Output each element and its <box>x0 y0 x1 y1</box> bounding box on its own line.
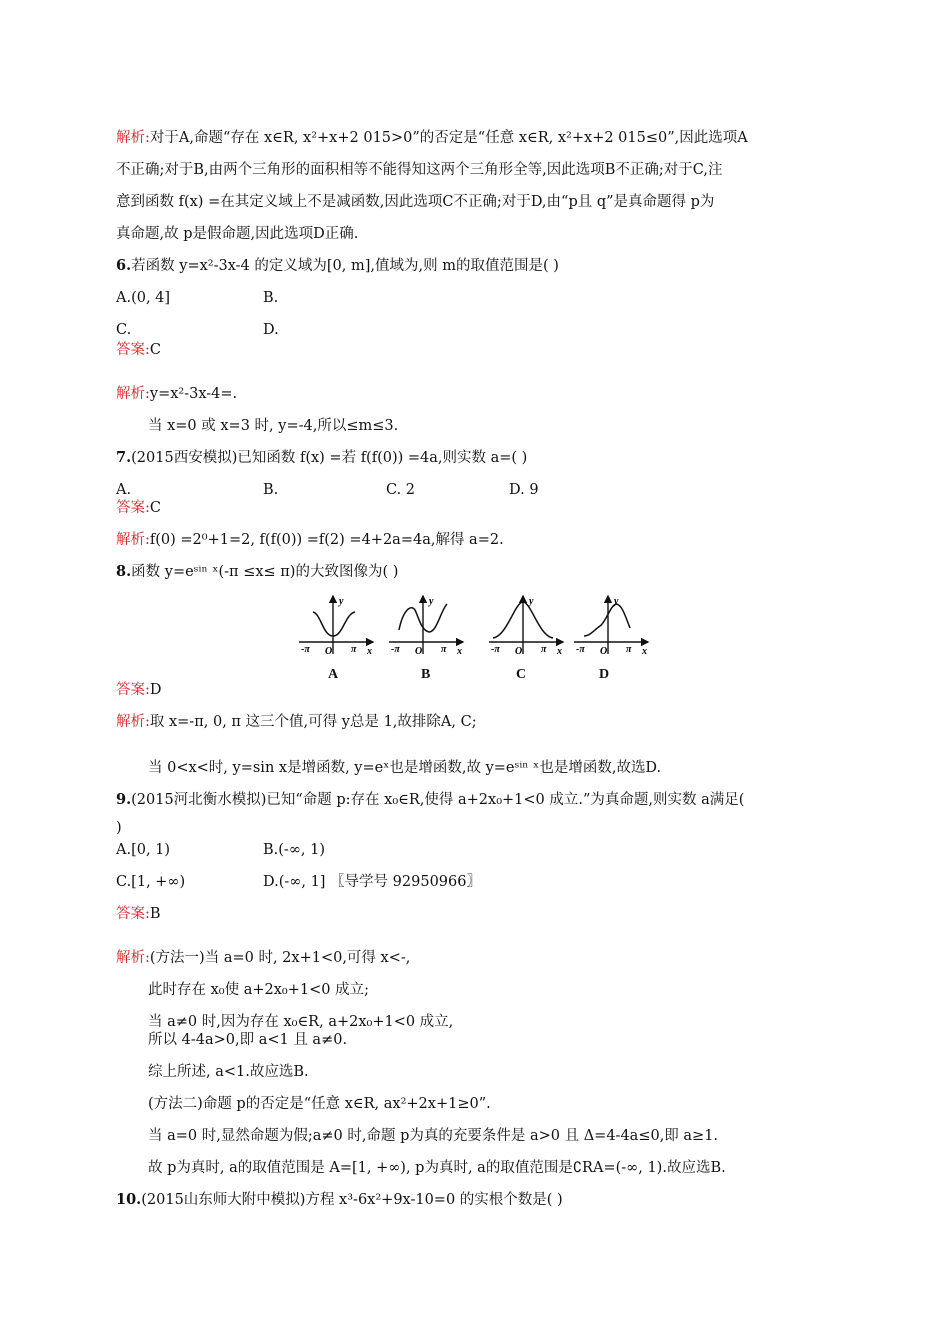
graph-d <box>574 596 648 657</box>
q7-option-a: A. <box>116 482 132 498</box>
graph-a-caption: A <box>328 667 339 682</box>
q9-option-d: D.(-∞, 1] 〖导学号 92950966〗 <box>263 874 481 890</box>
graph-a-pos-pi: π <box>351 644 357 655</box>
question-6: 6.若函数 y=x²-3x-4 的定义域为[0, m],值域为,则 m的取值范围是( ) <box>116 257 559 274</box>
q6-option-b: B. <box>263 290 279 306</box>
q9-option-c: C.[1, +∞) <box>116 874 186 890</box>
graph-b <box>389 596 463 657</box>
graph-c <box>489 596 563 657</box>
graph-d-neg-pi: -π <box>576 644 585 655</box>
graph-d-x-label: x <box>642 646 647 657</box>
graph-b-neg-pi: -π <box>391 644 400 655</box>
q7-option-b: B. <box>263 482 279 498</box>
q6-option-c: C. <box>116 322 132 338</box>
solution-q8-line2: 当 0<x<时, y=sin x是增函数, y=eˣ也是增函数,故 y=eˢⁱⁿ ˣ也是增函数,故选D. <box>148 760 662 776</box>
answer-q9: 答案:B <box>116 906 161 922</box>
graph-d-origin: O <box>600 646 608 657</box>
graph-c-origin: O <box>515 646 523 657</box>
solution-q9-line4: 所以 4-4a>0,即 a<1 且 a≠0. <box>148 1032 348 1048</box>
solution-q5-line1: 解析:对于A,命题“存在 x∈R, x²+x+2 015>0”的否定是“任意 x∈R, x²+x+2 015≤0”,因此选项A <box>116 130 748 146</box>
graph-c-x-label: x <box>557 646 562 657</box>
solution-q9-line3: 当 a≠0 时,因为存在 x₀∈R, a+2x₀+1<0 成立, <box>148 1014 454 1030</box>
solution-q6-line2: 当 x=0 或 x=3 时, y=-4,所以≤m≤3. <box>148 418 399 434</box>
solution-q6-line1: 解析:y=x²-3x-4=. <box>116 386 238 402</box>
solution-q8-line1: 解析:取 x=-π, 0, π 这三个值,可得 y总是 1,故排除A, C; <box>116 714 477 730</box>
solution-q5-line3: 意到函数 f(x) =在其定义域上不是减函数,因此选项C不正确;对于D,由“p且 q”是真命题得 p为 <box>116 194 715 210</box>
q7-option-d: D. 9 <box>509 482 539 498</box>
solution-q9-line6: (方法二)命题 p的否定是“任意 x∈R, ax²+2x+1≥0”. <box>148 1096 491 1112</box>
solution-q9-line1: 解析:(方法一)当 a=0 时, 2x+1<0,可得 x<-, <box>116 950 411 966</box>
graph-d-y-label: y <box>614 596 619 607</box>
graph-a-x-label: x <box>367 646 372 657</box>
graph-c-caption: C <box>516 667 527 682</box>
q6-option-d: D. <box>263 322 279 338</box>
graph-a-neg-pi: -π <box>301 644 310 655</box>
q9-option-b: B.(-∞, 1) <box>263 842 326 858</box>
graph-b-x-label: x <box>457 646 462 657</box>
graph-c-y-label: y <box>529 596 534 607</box>
solution-q9-line8: 故 p为真时, a的取值范围是 A=[1, +∞), p为真时, a的取值范围是∁RA=(-∞, 1).故应选B. <box>148 1160 726 1176</box>
graph-a-origin: O <box>325 646 333 657</box>
graph-options-figure <box>295 592 655 662</box>
question-7: 7.(2015西安模拟)已知函数 f(x) =若 f(f(0)) =4a,则实数 a=( ) <box>116 449 528 466</box>
solution-q9-line7: 当 a=0 时,显然命题为假;a≠0 时,命题 p为真的充要条件是 a>0 且 Δ=4-4a≤0,即 a≥1. <box>148 1128 719 1144</box>
graph-d-caption: D <box>599 667 610 682</box>
q6-option-a: A.(0, 4] <box>116 290 171 306</box>
graph-d-pos-pi: π <box>626 644 632 655</box>
solution-q9-line2: 此时存在 x₀使 a+2x₀+1<0 成立; <box>148 982 369 998</box>
question-9-continued: ) <box>116 820 122 836</box>
solution-q5-line2: 不正确;对于B,由两个三角形的面积相等不能得知这两个三角形全等,因此选项B不正确;对于C,注 <box>116 162 723 178</box>
graph-c-pos-pi: π <box>541 644 547 655</box>
solution-q5-line4: 真命题,故 p是假命题,因此选项D正确. <box>116 226 359 242</box>
q7-option-c: C. 2 <box>386 482 416 498</box>
question-10: 10.(2015山东师大附中模拟)方程 x³-6x²+9x-10=0 的实根个数是( ) <box>116 1191 563 1208</box>
solution-label: 解析: <box>116 130 150 146</box>
answer-q8: 答案:D <box>116 682 162 698</box>
graph-b-origin: O <box>415 646 423 657</box>
answer-q7: 答案:C <box>116 500 161 516</box>
question-8: 8.函数 y=eˢⁱⁿ ˣ(-π ≤x≤ π)的大致图像为( ) <box>116 563 399 580</box>
q9-option-a: A.[0, 1) <box>116 842 171 858</box>
graph-b-caption: B <box>421 667 431 682</box>
graph-b-y-label: y <box>429 596 434 607</box>
question-9: 9.(2015河北衡水模拟)已知“命题 p:存在 x₀∈R,使得 a+2x₀+1<0 成立.”为真命题,则实数 a满足( <box>116 791 745 808</box>
solution-q7: 解析:f(0) =2⁰+1=2, f(f(0)) =f(2) =4+2a=4a,解得 a=2. <box>116 532 504 548</box>
graph-c-neg-pi: -π <box>491 644 500 655</box>
graph-a-y-label: y <box>339 596 344 607</box>
answer-q6: 答案:C <box>116 342 161 358</box>
graph-a <box>299 596 373 657</box>
solution-q9-line5: 综上所述, a<1.故应选B. <box>148 1064 309 1080</box>
graph-b-pos-pi: π <box>441 644 447 655</box>
